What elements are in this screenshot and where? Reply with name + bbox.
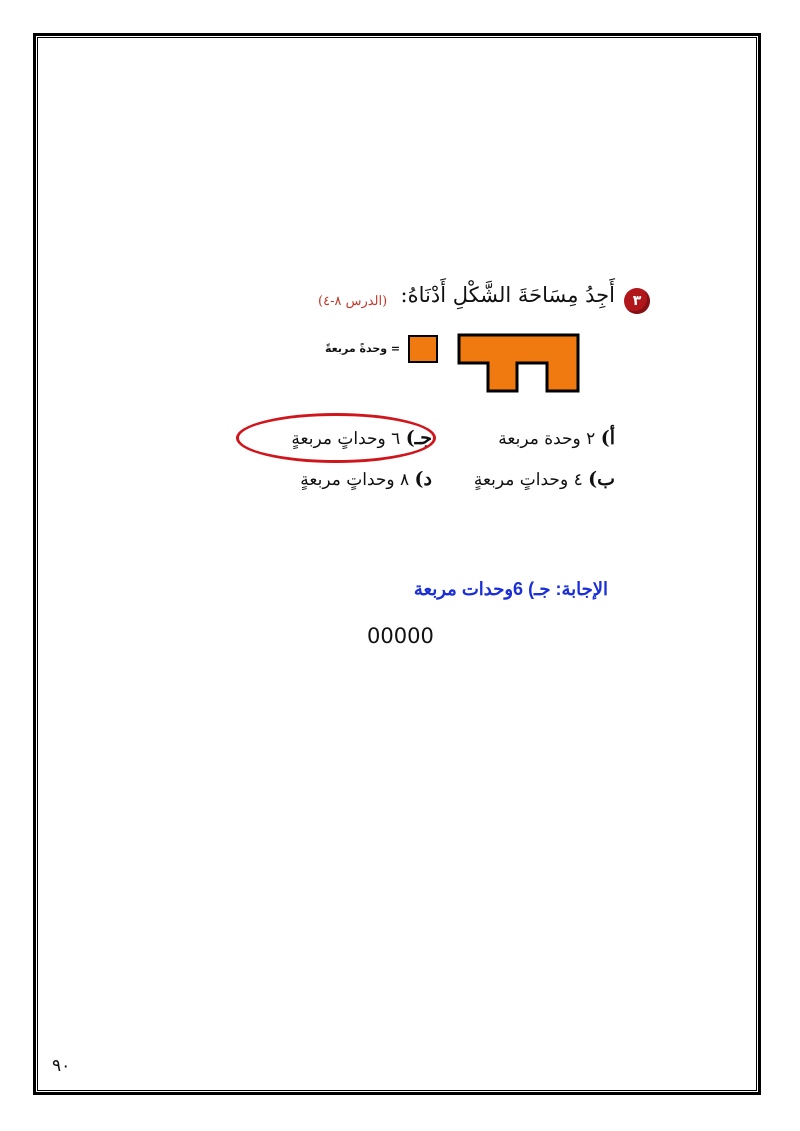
question-number-badge — [624, 288, 650, 314]
option-a-text: ٢ وحدة مربعة — [498, 429, 596, 449]
option-d-text: ٨ وحداتٍ مربعةٍ — [300, 470, 410, 490]
page-number: ٩٠ — [52, 1056, 71, 1076]
question-text: أَجِدُ مِسَاحَةَ الشَّكْلِ أَدْنَاهُ: — [400, 283, 615, 307]
lesson-reference: (الدرس ٨-٤) — [318, 294, 388, 309]
option-a[interactable] — [498, 427, 615, 449]
option-d[interactable] — [300, 468, 432, 490]
unit-square-icon — [408, 335, 438, 363]
placeholder-text: 00000 — [367, 624, 434, 648]
option-b-text: ٤ وحداتٍ مربعةٍ — [473, 470, 583, 490]
question-number: ٣ — [632, 293, 642, 309]
option-c-text: ٦ وحداتٍ مربعةٍ — [291, 429, 401, 449]
page-border-inner — [37, 37, 757, 1091]
option-d-letter: د) — [414, 468, 432, 490]
answer-text: الإجابة: جـ) 6وحدات مربعة — [413, 579, 608, 599]
area-shape — [459, 335, 578, 391]
option-a-letter: أ) — [600, 427, 615, 449]
option-b-letter: ب) — [588, 468, 615, 490]
correct-answer-circle — [236, 413, 436, 463]
option-b[interactable] — [474, 468, 615, 490]
unit-square-legend-label: = وحدةً مربعةً — [325, 342, 401, 355]
option-c-letter: جـ) — [405, 427, 432, 449]
area-shape-figure — [457, 333, 581, 393]
